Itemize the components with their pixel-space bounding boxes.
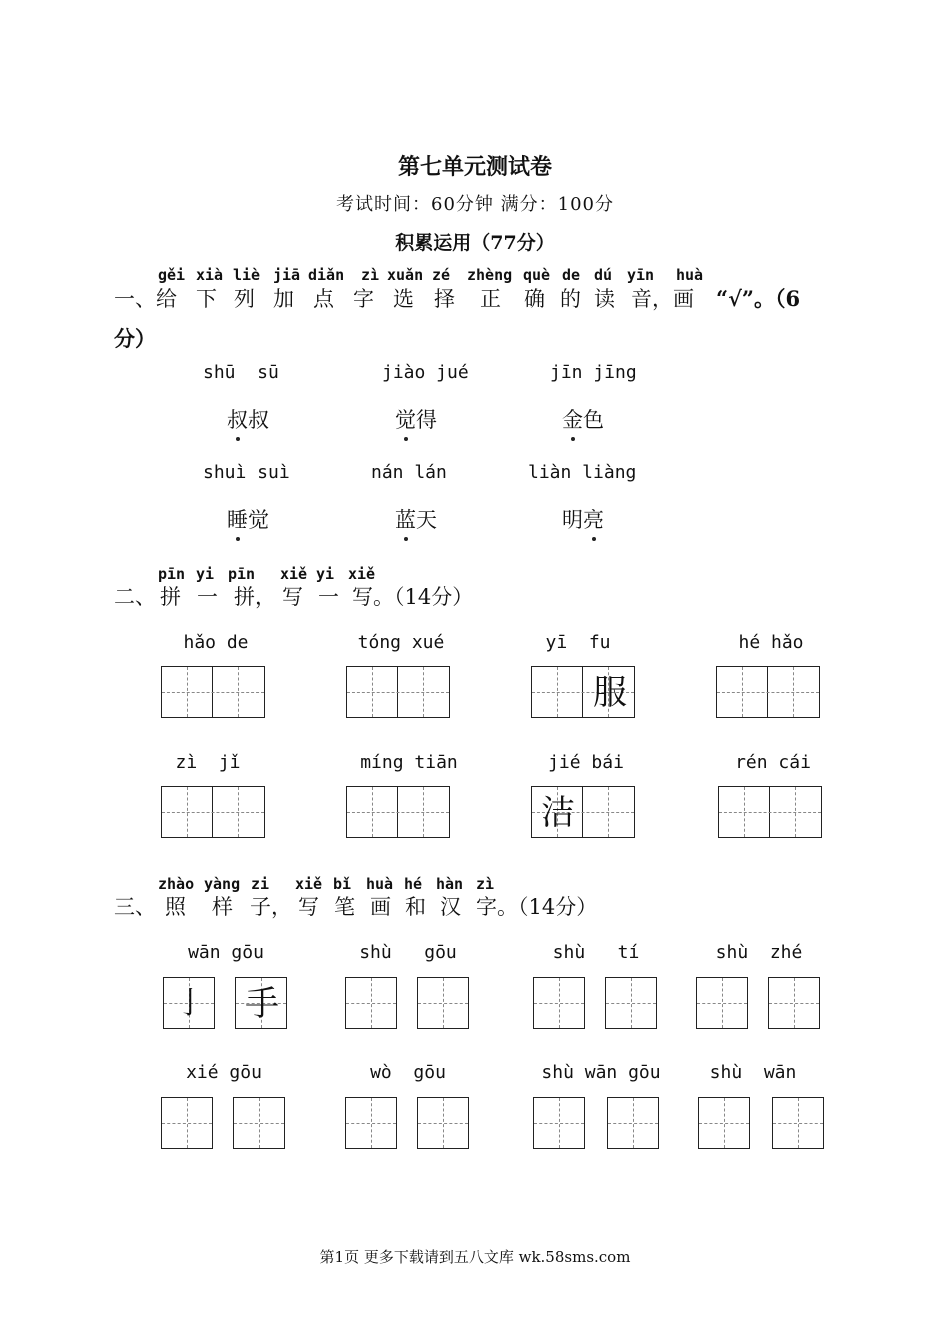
- q3-item-pinyin: shù wān: [709, 1062, 797, 1083]
- q1-word: 明亮: [562, 504, 604, 534]
- q1-option-pinyin[interactable]: nán lán: [371, 462, 447, 483]
- writing-grid[interactable]: [346, 666, 450, 718]
- q1-char: 点: [313, 287, 334, 311]
- q1-char: 读: [594, 287, 615, 311]
- character-cell[interactable]: [772, 1097, 824, 1149]
- sample-character: 洁: [541, 793, 575, 833]
- sample-character: 服: [593, 673, 627, 713]
- q2-pinyin: yi: [196, 565, 215, 583]
- character-cell[interactable]: [235, 977, 287, 1029]
- q1-word: 叔叔: [227, 404, 269, 434]
- writing-grid[interactable]: [161, 786, 265, 838]
- q1-pinyin: jiā: [273, 266, 301, 284]
- dotted-char: 觉: [395, 404, 416, 434]
- q2-char: 拼，: [234, 585, 276, 609]
- q1-pinyin: huà: [676, 266, 704, 284]
- q2-item-pinyin: míng tiān: [360, 752, 458, 773]
- character-cell[interactable]: [233, 1097, 285, 1149]
- q1-char: 加: [273, 287, 294, 311]
- q2-char: 写: [282, 585, 303, 609]
- q1-pinyin: dú: [594, 266, 613, 284]
- q1-pinyin: diǎn: [308, 266, 345, 284]
- q1-word: 金色: [562, 404, 604, 434]
- dotted-char: 蓝: [395, 504, 416, 534]
- q1-char: 下: [196, 287, 217, 311]
- writing-grid[interactable]: [161, 666, 265, 718]
- q1-char: 音，画: [631, 287, 694, 311]
- q2-pinyin: xiě: [348, 565, 376, 583]
- page-title: 第七单元测试卷: [397, 154, 552, 180]
- q3-char: 写: [298, 895, 319, 919]
- q3-item-pinyin: shù wān gōu: [541, 1062, 661, 1083]
- q1-char: 一、给: [114, 287, 177, 311]
- stroke-cell[interactable]: [163, 977, 215, 1029]
- q3-char: 笔: [334, 895, 355, 919]
- writing-grid[interactable]: [531, 666, 635, 718]
- q3-pinyin: huà: [366, 875, 394, 893]
- q2-item-pinyin: yī fu: [545, 632, 611, 653]
- q3-pinyin: zi: [251, 875, 270, 893]
- q3-item-pinyin: shù gōu: [359, 942, 457, 963]
- q3-char: 画: [370, 895, 391, 919]
- character-cell[interactable]: [417, 1097, 469, 1149]
- q1-pinyin: gěi: [158, 266, 186, 284]
- writing-grid[interactable]: [716, 666, 820, 718]
- q1-word: 蓝天: [395, 504, 437, 534]
- character-cell[interactable]: [768, 977, 820, 1029]
- q3-pinyin: zì: [476, 875, 495, 893]
- q1-pinyin: yīn: [627, 266, 655, 284]
- q1-pinyin: xuǎn: [387, 266, 424, 284]
- q3-number: 三、: [114, 895, 156, 919]
- section-heading: 积累运用（77分）: [395, 232, 555, 254]
- writing-grid[interactable]: [718, 786, 822, 838]
- q1-option-pinyin[interactable]: shuì suì: [203, 462, 290, 483]
- q3-pinyin: yàng: [204, 875, 241, 893]
- q3-item-pinyin: shù zhé: [715, 942, 803, 963]
- q1-pinyin: què: [523, 266, 551, 284]
- q1-pinyin: xià: [196, 266, 224, 284]
- stroke-cell[interactable]: [698, 1097, 750, 1149]
- q1-pinyin: de: [562, 266, 581, 284]
- q2-char: 拼: [160, 585, 181, 609]
- q3-item-pinyin: wò gōu: [370, 1062, 446, 1083]
- q3-item-pinyin: shù tí: [552, 942, 640, 963]
- q3-pinyin: hé: [404, 875, 423, 893]
- q1-char: 分）: [114, 326, 156, 351]
- character-cell[interactable]: [417, 977, 469, 1029]
- q3-item-pinyin: wān gōu: [188, 942, 264, 963]
- q2-item-pinyin: hǎo de: [183, 632, 249, 653]
- dotted-char: 叔: [227, 404, 248, 434]
- q1-char: 确: [524, 287, 545, 311]
- q1-char: 择: [434, 287, 455, 311]
- sample-stroke: 亅: [175, 986, 205, 1021]
- q2-pinyin: pīn: [158, 565, 186, 583]
- dotted-char: 亮: [583, 504, 604, 534]
- q1-char: 字: [353, 287, 374, 311]
- writing-grid[interactable]: [531, 786, 635, 838]
- q3-pinyin: hàn: [436, 875, 464, 893]
- q3-pinyin: bǐ: [333, 875, 352, 893]
- stroke-cell[interactable]: [345, 1097, 397, 1149]
- q1-char: 列: [234, 287, 255, 311]
- q1-pinyin: zé: [432, 266, 451, 284]
- q1-pinyin: zì: [361, 266, 380, 284]
- character-cell[interactable]: [605, 977, 657, 1029]
- q1-pinyin: zhèng: [467, 266, 513, 284]
- q1-word: 觉得: [395, 404, 437, 434]
- q3-item-pinyin: xié gōu: [186, 1062, 262, 1083]
- q2-char: 写。（14分）: [352, 585, 474, 609]
- stroke-cell[interactable]: [696, 977, 748, 1029]
- q3-char: 样: [212, 895, 233, 919]
- q2-char: 一: [197, 585, 218, 609]
- q3-char: 字。（14分）: [476, 895, 598, 919]
- q2-pinyin: xiě: [280, 565, 308, 583]
- sample-character: 手: [245, 984, 279, 1024]
- dotted-char: 睡: [227, 504, 248, 534]
- page-footer: 第1页 更多下载请到五八文库 wk.58sms.com: [319, 1248, 631, 1266]
- q3-pinyin: zhào: [158, 875, 195, 893]
- q2-item-pinyin: zì jǐ: [175, 752, 241, 773]
- q1-word: 睡觉: [227, 504, 269, 534]
- stroke-cell[interactable]: [533, 977, 585, 1029]
- q3-pinyin: xiě: [295, 875, 323, 893]
- q1-pinyin: liè: [233, 266, 261, 284]
- q3-char: 和: [405, 895, 426, 919]
- stroke-cell[interactable]: [533, 1097, 585, 1149]
- q1-option-pinyin[interactable]: jīn jīng: [550, 362, 637, 383]
- q1-char: 选: [393, 287, 414, 311]
- q2-char: 一: [318, 585, 339, 609]
- q3-char: 子，: [250, 895, 292, 919]
- dotted-char: 金: [562, 404, 583, 434]
- q3-char: 汉: [440, 895, 461, 919]
- exam-info: 考试时间：60分钟 满分：100分: [336, 194, 614, 215]
- q2-item-pinyin: hé hǎo: [738, 632, 804, 653]
- q2-item-pinyin: rén cái: [735, 752, 811, 773]
- q2-pinyin: yi: [316, 565, 335, 583]
- q2-number: 二、: [114, 585, 156, 609]
- stroke-cell[interactable]: [345, 977, 397, 1029]
- q1-option-pinyin[interactable]: shū sū: [203, 362, 279, 383]
- q1-option-pinyin[interactable]: liàn liàng: [528, 462, 637, 483]
- writing-grid[interactable]: [346, 786, 450, 838]
- q1-char: 正: [480, 287, 501, 311]
- q2-pinyin: pīn: [228, 565, 256, 583]
- q1-char: 的: [560, 287, 581, 311]
- stroke-cell[interactable]: [161, 1097, 213, 1149]
- q1-option-pinyin[interactable]: jiào jué: [382, 362, 469, 383]
- q3-char: 照: [165, 895, 186, 919]
- character-cell[interactable]: [607, 1097, 659, 1149]
- q2-item-pinyin: tóng xué: [357, 632, 445, 653]
- q1-char: “√”。（6: [716, 286, 801, 311]
- q2-item-pinyin: jié bái: [548, 752, 624, 773]
